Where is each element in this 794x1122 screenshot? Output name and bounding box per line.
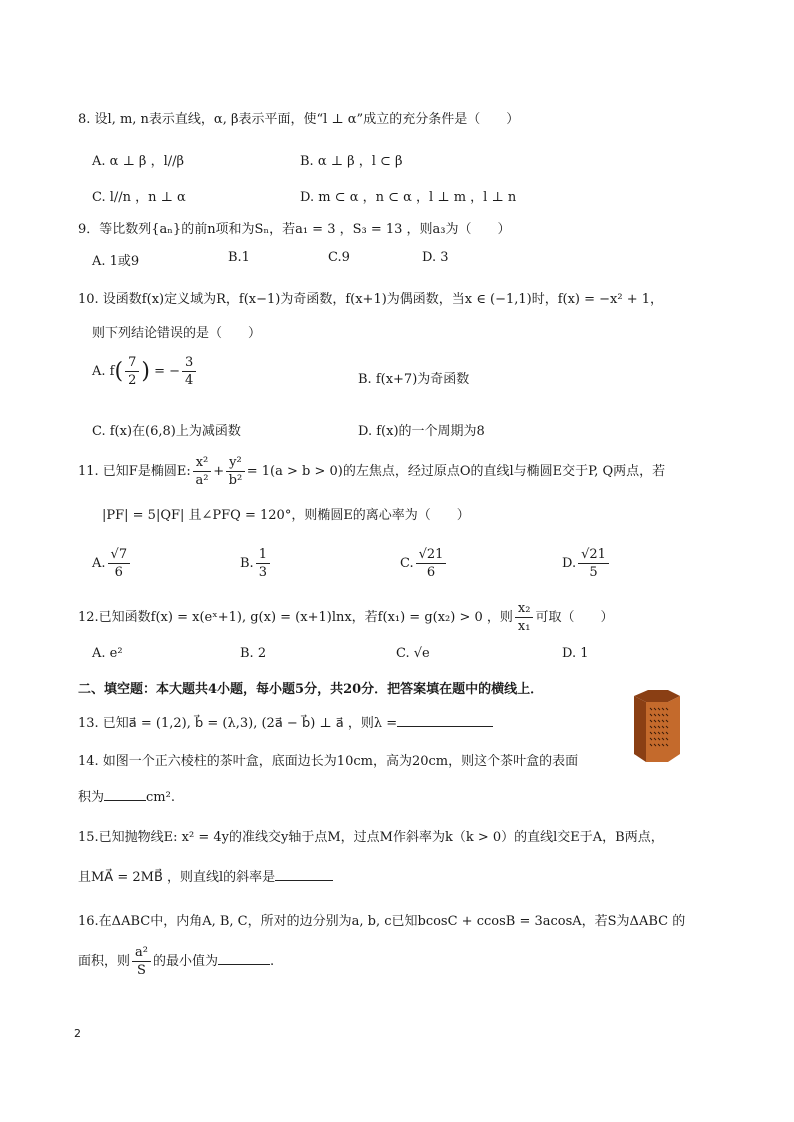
tea-box-image — [628, 688, 684, 766]
q11-option-c: C. $\frac{√21}{6}$ — [400, 546, 448, 581]
q11-option-d: D. $\frac{√21}{5}$ — [562, 546, 611, 581]
q15-answer-blank[interactable] — [275, 868, 333, 881]
q10-stem: 10. 设函数f(x)定义域为R，f(x−1)为奇函数，f(x+1)为偶函数，当x ∈ (−1,1)时，f(x) = −x² + 1， — [78, 292, 664, 307]
q9-option-b: B.1 — [228, 250, 250, 265]
q12-ratio-fraction: $\frac{\text{x₂}}{\text{x₁}}$ — [515, 600, 534, 635]
q10-a-prefix: A. f — [92, 364, 115, 379]
q16-fraction: $\frac{\text{a²}}{S}$ — [132, 944, 151, 979]
q11-option-b: B. $\frac{1}{3}$ — [240, 546, 272, 581]
q14-line2: 积为 cm². — [78, 790, 175, 805]
q9-option-c: C.9 — [328, 250, 350, 265]
q9-option-d: D. 3 — [422, 250, 449, 265]
q10-a-fraction: $\frac{7}{2}$ — [125, 354, 139, 389]
q8-stem: 8. 设l, m, n表示直线，α, β表示平面，使“l ⊥ α”成立的充分条件是（ ） — [78, 112, 520, 127]
q16-line2: 面积，则 $\frac{\text{a²}}{S}$ 的最小值为 . — [78, 945, 275, 978]
q13-stem: 13. 已知a⃗ = (1,2), b⃗ = (λ,3), (2a⃗ − b⃗) ⊥ a⃗ ，则λ = — [78, 712, 493, 731]
q11-stem-line2: |PF| = 5|QF| 且∠PFQ = 120°，则椭圆E的离心率为（ ） — [102, 508, 470, 523]
page-number: 2 — [74, 1027, 81, 1040]
q12-option-b: B. 2 — [240, 646, 267, 661]
q12-option-d: D. 1 — [562, 646, 589, 661]
q11-stem: 11. 已知F是椭圆E: $\frac{\text{x²}}{\text{a²}}$ + $\frac{\text{y²}}{\text{b²}}$ = 1(a > b > 0)的左焦点，经过原点O的直线l与椭圆E交于P, Q两点，若 — [78, 455, 666, 488]
q15-line2: 且MA⃗ = 2MB⃗ ，则直线l的斜率是 — [78, 866, 333, 885]
q16-answer-blank[interactable] — [218, 952, 270, 965]
q12-stem: 12.已知函数f(x) = x(eˣ+1), g(x) = (x+1)lnx，若f(x₁) = g(x₂) > 0 ，则 $\frac{\text{x₂}}{\text{x₁}}$ 可取（ ） — [78, 601, 614, 634]
q8-option-c: C. l//n ，n ⊥ α — [92, 190, 186, 205]
q10-option-c: C. f(x)在(6,8)上为减函数 — [92, 424, 241, 439]
q8-option-b: B. α ⊥ β ，l ⊂ β — [300, 154, 403, 169]
q9-option-a: A. 1或9 — [92, 254, 140, 269]
q14-answer-blank[interactable] — [104, 788, 146, 801]
q13-answer-blank[interactable] — [397, 714, 493, 727]
q11-x-fraction: $\frac{\text{x²}}{\text{a²}}$ — [193, 454, 212, 489]
q10-stem-line2: 则下列结论错误的是（ ） — [92, 326, 262, 341]
q12-option-c: C. √e — [396, 646, 430, 661]
q11-option-a: A. $\frac{√7}{6}$ — [92, 546, 132, 581]
q8-option-a: A. α ⊥ β ，l//β — [92, 154, 185, 169]
q15-line1: 15.已知抛物线E: x² = 4y的准线交y轴于点M，过点M作斜率为k（k > 0）的直线l交E于A，B两点， — [78, 830, 664, 845]
q16-line1: 16.在ΔABC中，内角A, B, C，所对的边分别为a, b, c已知bcosC + ccosB = 3acosA，若S为ΔABC 的 — [78, 914, 686, 929]
q9-stem: 9．等比数列{aₙ}的前n项和为Sₙ，若a₁ = 3 ，S₃ = 13 ，则a₃为（ ） — [78, 222, 511, 237]
q10-option-b: B. f(x+7)为奇函数 — [358, 372, 470, 387]
q10-option-d: D. f(x)的一个周期为8 — [358, 424, 485, 439]
q10-option-a: A. f( $\frac{7}{2}$ ) = − $\frac{3}{4}$ — [92, 354, 198, 389]
q11-y-fraction: $\frac{\text{y²}}{\text{b²}}$ — [226, 454, 245, 489]
section-2-heading: 二、填空题：本大题共4小题，每小题5分，共20分．把答案填在题中的横线上． — [78, 682, 544, 697]
q8-option-d: D. m ⊂ α ，n ⊂ α ，l ⊥ m ，l ⊥ n — [300, 190, 517, 205]
q10-a-result-fraction: $\frac{3}{4}$ — [182, 354, 196, 389]
q12-option-a: A. e² — [92, 646, 123, 661]
q14-line1: 14. 如图一个正六棱柱的茶叶盒，底面边长为10cm，高为20cm，则这个茶叶盒的表面 — [78, 754, 579, 769]
